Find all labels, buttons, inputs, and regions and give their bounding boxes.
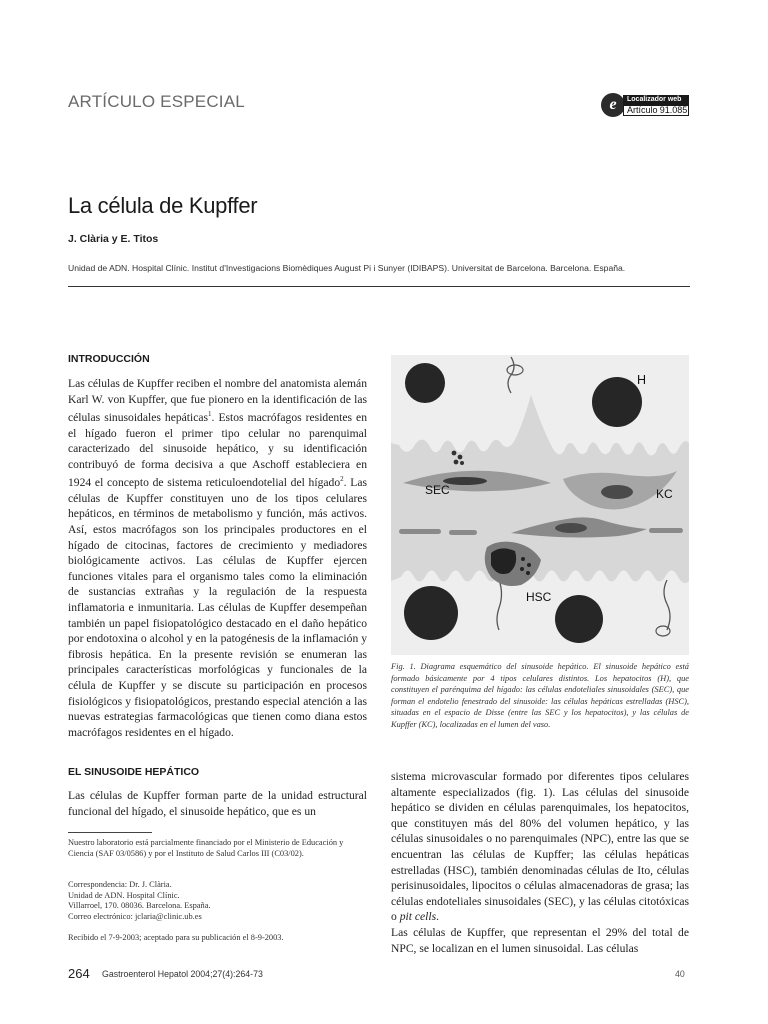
badge-title: Localizador web: [623, 95, 689, 105]
ref-1: 1: [208, 410, 212, 419]
footnote-rule: [68, 832, 152, 833]
article-title: La célula de Kupffer: [68, 193, 258, 218]
header-rule: [68, 286, 690, 287]
correspondence-note: Correspondencia: Dr. J. Clària. Unidad de ADN. Hospital Clínic. Villarroel, 170. 08036. Barcelona. España. Correo electrónico: jclaria@clinic.ub.es: [68, 880, 211, 921]
label-sec: SEC: [425, 483, 450, 497]
intro-heading: INTRODUCCIÓN: [68, 353, 150, 365]
label-hepatocyte: H: [637, 373, 647, 387]
label-hsc: HSC: [526, 590, 552, 604]
sinusoid-diagram: [391, 355, 689, 655]
web-locator-badge[interactable]: [601, 93, 691, 121]
right-column-text: [391, 769, 689, 956]
section-label: ARTÍCULO ESPECIAL: [68, 92, 245, 111]
label-kc: KC: [656, 487, 673, 501]
ref-2: 2: [340, 475, 344, 484]
sinusoid-paragraph: Las células de Kupffer forman parte de la unidad estructural funcional del hígado, el sinusoide hepático, que es un: [68, 789, 367, 818]
funding-note: Nuestro laboratorio está parcialmente financiado por el Ministerio de Educación y Ciencia (SAF 03/0586) y por el Instituto de Salud Carlos III (C03/02).: [68, 838, 344, 858]
e-logo-icon: e: [601, 93, 625, 117]
badge-article-number: Artículo 91.085: [623, 105, 689, 116]
intro-paragraph: Las células de Kupffer reciben el nombre del anatomista alemán Karl W. von Kupffer, que fue pionero en la identificación de las células sinusoidales hepáticas$^1$. Estos macrófagos residentes en el hígado fueron el primer tipo celular no parenquimal caracterizado del sinusoide hepático, y su identificación contribuyó de forma decisiva a que Aschoff estableciera en 1924 el concepto de sistema reticuloendotelial del hígado$^2$. Las células de Kupffer constituyen uno de los tipos celulares hepáticos, en términos de metabolismo y función, más activos. Así, estos macrófagos son los principales productores en el hígado de citocinas, factores de crecimiento y mediadores biológicamente activos. Las células de Kupffer ejercen funciones vitales para el organismo tales como la eliminación de sustancias extrañas y la regulación de la respuesta inflamatoria e inmunitaria. Las células de Kupffer desempeñan también un papel fisiopatológico destacado en el daño hepático por endotoxina o alcohol y en la patogénesis de la inflamación y fibrosis hepática. En la presente revisión se enumeran las principales características morfológicas y funcionales de la célula de Kupffer y se discute su participación en procesos fisiológicos y fisiopatológicos, prestando especial atención a las nuevas estrategias farmacológicas que tienen como diana estos macrófagos residentes en el hígado.: [68, 377, 367, 739]
journal-citation: Gastroenterol Hepatol 2004;27(4):264-73: [102, 969, 263, 979]
received-note: Recibido el 7-9-2003; aceptado para su publicación el 8-9-2003.: [68, 933, 284, 942]
sinusoid-heading: EL SINUSOIDE HEPÁTICO: [68, 766, 200, 778]
figure-caption: Fig. 1. Diagrama esquemático del sinusoide hepático. El sinusoide hepático está formado básicamente por 4 tipos celulares distintos. Los hepatocitos (H), que constituyen el parénquima del hígado: las células endoteliales sinusoidales (SEC), que forman el endotelio fenestrado del sinusoide: las células hepáticas estrelladas (HSC), situadas en el espacio de Disse (entre las SEC y los hepatocitos), y las células de Kupffer (KC), localizadas en el lumen del vaso.: [391, 662, 689, 729]
footer-right-number: 40: [675, 969, 685, 979]
authors: J. Clària y E. Titos: [68, 233, 159, 245]
affiliation: Unidad de ADN. Hospital Clínic. Institut d'Investigacions Biomèdiques August Pi i Sunyer (IDIBAPS). Universitat de Barcelona. Barcelona. España.: [68, 263, 626, 273]
right-paragraph-2: Las células de Kupffer, que representan el 29% del total de NPC, se localizan en el lumen sinusoidal. Las células: [391, 925, 689, 955]
page-number: 264: [68, 966, 90, 981]
right-paragraph-1: sistema microvascular formado por diferentes tipos celulares altamente especializados (fig. 1). Las células del sinusoide hepático se dividen en células parenquimales, los hepatocitos, que constituyen más del 80% del volumen hepático, y las células sinusoidales o no parenquimales (NPC), entre las que se encuentran las células de Kupffer; las células hepáticas estrelladas (HSC), también denominadas células de Ito, células perisinusoidales, lipocitos o células almacenadoras de grasa; las células endoteliales sinusoidales (SEC), y las células citotóxicas o pit cells.: [391, 770, 689, 924]
